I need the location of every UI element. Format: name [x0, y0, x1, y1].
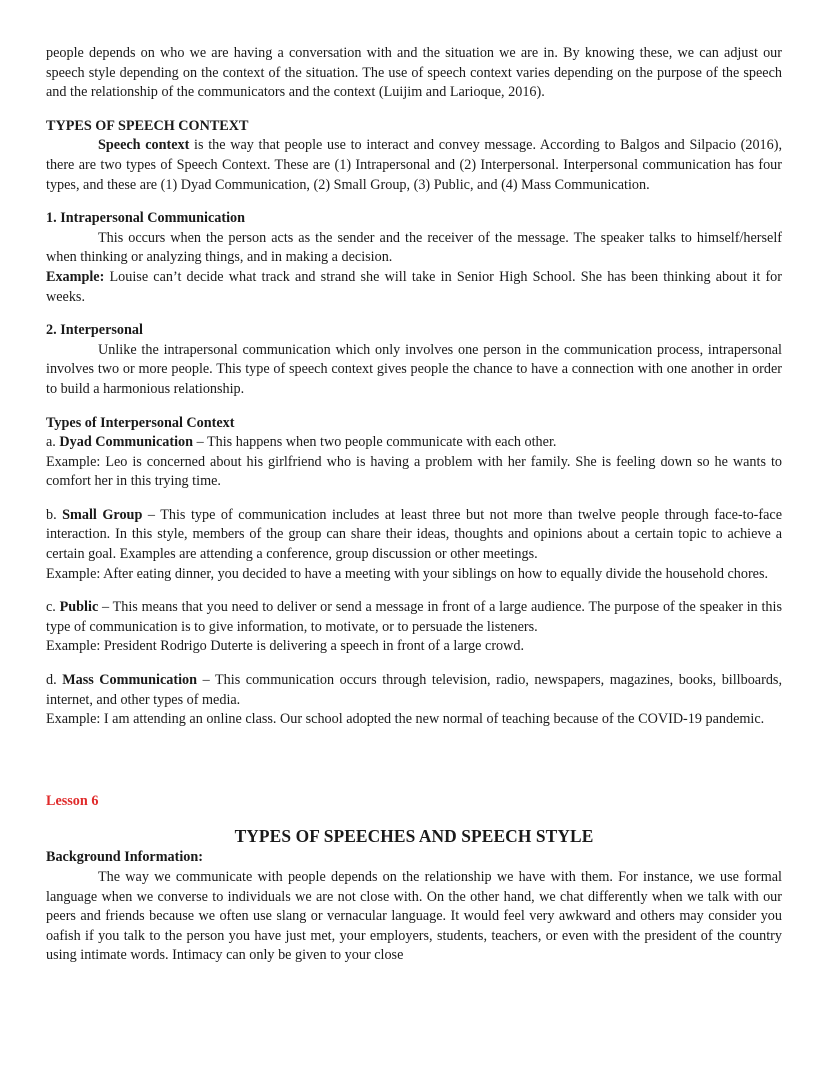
entry-definition: – This type of communication includes at least three but not more than twelve people through face-to-face interaction. In this style, members of the group can share their ideas, thoughts and opinions about a certain topic to achieve a certain goal. Examples are attending a conference, group discussion or other meetings. — [46, 506, 783, 563]
spacer — [46, 811, 782, 824]
intrapersonal-example — [46, 268, 782, 307]
interpersonal-number: 2. — [46, 322, 61, 339]
entry-term: Public — [59, 599, 99, 616]
intrapersonal-body: This occurs when the person acts as the sender and the receiver of the message. The speaker talks to himself/herself when thinking or analyzing things, and in making a decision. — [46, 229, 782, 266]
heading-types-of-interpersonal-context: Types of Interpersonal Context — [46, 414, 235, 431]
entry-marker: a. — [46, 434, 60, 451]
spacer — [46, 103, 782, 117]
interpersonal-example-small-group: Example: After eating dinner, you decided to have a meeting with your siblings on how to equally divide the household chores. — [46, 565, 769, 582]
example-label: Example: — [46, 268, 105, 285]
entry-term: Dyad Communication — [59, 434, 194, 451]
heading-types-of-speech-context: TYPES OF SPEECH CONTEXT — [46, 117, 249, 134]
interpersonal-example-public: Example: President Rodrigo Duterte is delivering a speech in front of a large crowd. — [46, 638, 525, 655]
entry-term: Small Group — [62, 506, 143, 523]
interpersonal-title: Interpersonal — [60, 322, 143, 339]
spacer — [46, 584, 782, 598]
background-information-body: The way we communicate with people depends on the relationship we have with them. For instance, we use formal language when we converse to individuals we are not close with. On the other hand, we chat differently when we talk with our peers and friends because we often use slang or vernacular language. It would feel very awkward and others may consider you oafish if you talk to the person you have just met, your employers, students, teachers, or even with the president of the country using intimate words. Intimacy can only be given to your close — [46, 869, 782, 964]
interpersonal-entry-dyad — [46, 433, 782, 453]
interpersonal-entry-small-group — [46, 506, 782, 565]
interpersonal-body: Unlike the intrapersonal communication which only involves one person in the communication process, intrapersonal involves two or more people. This type of speech context gives people the chance to have a connection with one another in order to build a harmonious relationship. — [46, 341, 782, 397]
speech-context-definition-text: is the way that people use to interact and convey message. According to Balgos and Silpacio (2016), there are two types of Speech Context. These are (1) Intrapersonal and (2) Interpersonal. Interpersonal communication has four types, and these are (1) Dyad Communication, (2) Small Group, (3) Public, and (4) Mass Communication. — [46, 137, 782, 193]
interpersonal-entry-mass-communication — [46, 671, 782, 710]
document-content — [46, 44, 782, 966]
heading-background-information: Background Information: — [46, 849, 204, 866]
section-spacer — [46, 730, 782, 792]
speech-context-definition — [46, 136, 782, 195]
entry-definition: – This means that you need to deliver or send a message in front of a large audience. The purpose of the speaker in this type of communication is to give information, to motivate, or to persuade the listeners. — [46, 599, 782, 635]
heading-intrapersonal — [46, 209, 782, 229]
speech-context-term: Speech context — [98, 137, 190, 154]
entry-marker: d. — [46, 672, 63, 689]
spacer — [46, 307, 782, 321]
entry-definition: – This communication occurs through television, radio, newspapers, magazines, books, billboards, internet, and other types of media. — [46, 672, 782, 708]
entry-marker: b. — [46, 506, 63, 523]
page-title: TYPES OF SPEECHES AND SPEECH STYLE — [234, 826, 594, 847]
spacer — [46, 195, 782, 209]
intro-paragraph: people depends on who we are having a conversation with and the situation we are in. By knowing these, we can adjust our speech style depending on the context of the situation. The use of speech context varies depending on the purpose of the speech and the relationship of the communicators and the context (Luijim and Larioque, 2016). — [46, 45, 782, 101]
lesson-label: Lesson 6 — [46, 792, 99, 809]
spacer — [46, 400, 782, 414]
interpersonal-entry-public — [46, 598, 782, 637]
heading-interpersonal — [46, 321, 782, 341]
example-text: Louise can’t decide what track and strand she will take in Senior High School. She has been thinking about it for weeks. — [46, 268, 782, 305]
interpersonal-example-mass-communication: Example: I am attending an online class. Our school adopted the new normal of teaching because of the COVID-19 pandemic. — [46, 711, 765, 728]
spacer — [46, 492, 782, 506]
spacer — [46, 657, 782, 671]
entry-definition: – This happens when two people communicate with each other. — [193, 434, 557, 451]
entry-term: Mass Communication — [62, 672, 198, 689]
intrapersonal-number: 1. — [46, 210, 61, 227]
interpersonal-example-dyad: Example: Leo is concerned about his girlfriend who is having a problem with her family. She is feeling down so he wants to comfort her in this trying time. — [46, 453, 782, 490]
entry-marker: c. — [46, 599, 60, 616]
intrapersonal-title: Intrapersonal Communication — [60, 210, 246, 227]
